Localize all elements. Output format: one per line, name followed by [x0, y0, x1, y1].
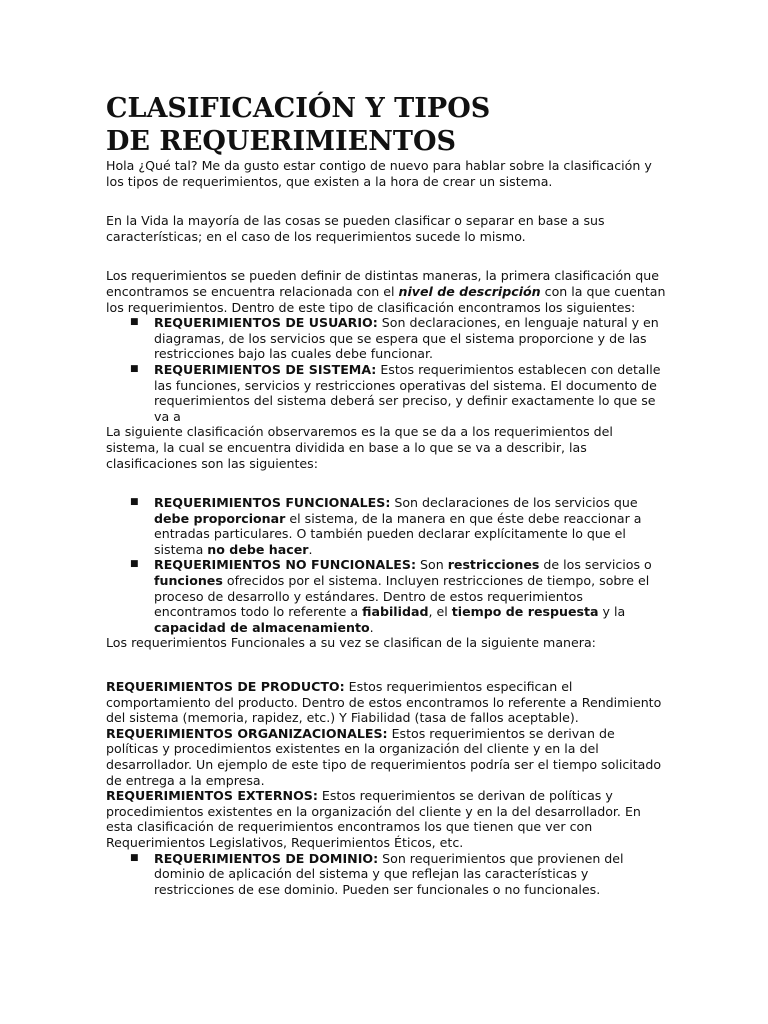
dominio-text: Son requerimientos que provienen del dominio de aplicación del sistema y que reflejan las características y restricciones de ese dominio. Pueden ser funcionales o no funcionales. — [154, 850, 624, 897]
funcionales-sub-paragraph: Los requerimientos Funcionales a su vez se clasifican de la siguiente manera: — [106, 635, 596, 651]
definir-paragraph — [106, 268, 666, 315]
intro-paragraph: Hola ¿Qué tal? Me da gusto estar contigo de nuevo para hablar sobre la clasificación y los tipos de requerimientos, que existen a la hora de crear un sistema. — [106, 158, 652, 189]
vida-paragraph: En la Vida la mayoría de las cosas se pueden clasificar o separar en base a sus características; en el caso de los requerimientos sucede lo mismo. — [106, 213, 605, 244]
externos-text: Estos requerimientos se derivan de políticas y procedimientos existentes en la organización del cliente y en la del desarrollador. En esta clasificación de requerimientos encontramos los que tienen que ver con Requerimientos Legislativos, Requerimientos Éticos, etc. — [106, 788, 641, 850]
document-page — [106, 92, 666, 897]
bullet-icon: ■ — [130, 363, 139, 374]
list-item-sistema — [106, 362, 666, 424]
funcionales-bold-1: debe proporcionar — [154, 510, 286, 526]
list-item-funcionales — [106, 495, 666, 557]
funcionales-text-2: el sistema, de la manera en que éste debe reaccionar a entradas particulares. O también pueden declarar explícitamente lo que el sistema — [154, 510, 642, 557]
funcionales-label: REQUERIMIENTOS FUNCIONALES: — [154, 495, 391, 511]
no-funcionales-text-1: Son — [416, 557, 448, 573]
list-item-no-funcionales — [106, 557, 666, 635]
funcionales-list — [106, 495, 666, 635]
no-funcionales-text-5: y la — [598, 604, 626, 620]
no-funcionales-text-3: ofrecidos por el sistema. Incluyen restricciones de tiempo, sobre el proceso de desarrollo y estándares. Dentro de estos requerimientos encontramos todo lo referente a — [154, 573, 650, 620]
producto-paragraph — [106, 679, 666, 726]
sistema-text: Estos requerimientos establecen con detalle las funciones, servicios y restricciones operativas del sistema. El documento de requerimientos del sistema deberá ser preciso, y definir exactamente lo que se va a — [154, 361, 661, 424]
definir-text-post: con la que cuentan los requerimientos. Dentro de este tipo de clasificación encontramos los siguientes: — [106, 283, 666, 315]
usuario-text: Son declaraciones, en lenguaje natural y en diagramas, de los servicios que se espera que el sistema proporcione y de las restricciones bajo las cuales debe funcionar. — [154, 315, 659, 362]
list-item-dominio — [106, 851, 666, 898]
document-title — [106, 92, 666, 158]
bullet-icon: ■ — [130, 497, 139, 508]
title-line-2: DE REQUERIMIENTOS — [106, 126, 457, 157]
nivel-descripcion-emphasis: nivel de descripción — [398, 283, 541, 299]
descripcion-list — [106, 315, 666, 424]
funcionales-bold-2: no debe hacer — [207, 541, 309, 557]
producto-text: Estos requerimientos especifican el comportamiento del producto. Dentro de estos encontramos lo referente a Rendimiento del sistema (memoria, rapidez, etc.) Y Fiabilidad (tasa de fallos aceptable). — [106, 679, 662, 726]
funcionales-text-1: Son declaraciones de los servicios que — [390, 495, 638, 511]
no-funcionales-text-4: , el — [428, 604, 452, 620]
no-funcionales-text-2: de los servicios o — [539, 557, 652, 573]
siguiente-paragraph: La siguiente clasificación observaremos es la que se da a los requerimientos del sistema, la cual se encuentra dividida en base a lo que se va a describir, las clasificaciones son las siguientes: — [106, 424, 613, 471]
organizacionales-paragraph — [106, 726, 666, 788]
title-line-1: CLASIFICACIÓN Y TIPOS — [106, 93, 491, 124]
no-funcionales-bold-4: tiempo de respuesta — [451, 604, 599, 620]
producto-label: REQUERIMIENTOS DE PRODUCTO: — [106, 679, 345, 695]
no-funcionales-bold-2: funciones — [154, 573, 223, 589]
funcionales-text-3: . — [308, 541, 313, 557]
no-funcionales-bold-5: capacidad de almacenamiento — [154, 619, 370, 635]
definir-text-pre: Los requerimientos se pueden definir de distintas maneras, la primera clasificación que encontramos se encuentra relacionada con el — [106, 268, 659, 299]
no-funcionales-bold-1: restricciones — [447, 557, 540, 573]
list-item-usuario — [106, 315, 666, 362]
dominio-list — [106, 851, 666, 898]
bullet-icon: ■ — [130, 317, 139, 328]
externos-label: REQUERIMIENTOS EXTERNOS: — [106, 788, 318, 804]
no-funcionales-label: REQUERIMIENTOS NO FUNCIONALES: — [154, 557, 416, 573]
sistema-label: REQUERIMIENTOS DE SISTEMA: — [154, 361, 377, 377]
usuario-label: REQUERIMIENTOS DE USUARIO: — [154, 315, 378, 331]
bullet-icon: ■ — [130, 559, 139, 570]
no-funcionales-text-6: . — [369, 619, 374, 635]
organizacionales-label: REQUERIMIENTOS ORGANIZACIONALES: — [106, 725, 388, 741]
bullet-icon: ■ — [130, 852, 139, 863]
externos-paragraph — [106, 788, 666, 850]
organizacionales-text: Estos requerimientos se derivan de políticas y procedimientos existentes en la organización del cliente y en la del desarrollador. Un ejemplo de este tipo de requerimientos podría ser el tiempo solicitado de entrega a la empresa. — [106, 725, 662, 788]
no-funcionales-bold-3: fiabilidad — [362, 604, 429, 620]
dominio-label: REQUERIMIENTOS DE DOMINIO: — [154, 850, 379, 866]
